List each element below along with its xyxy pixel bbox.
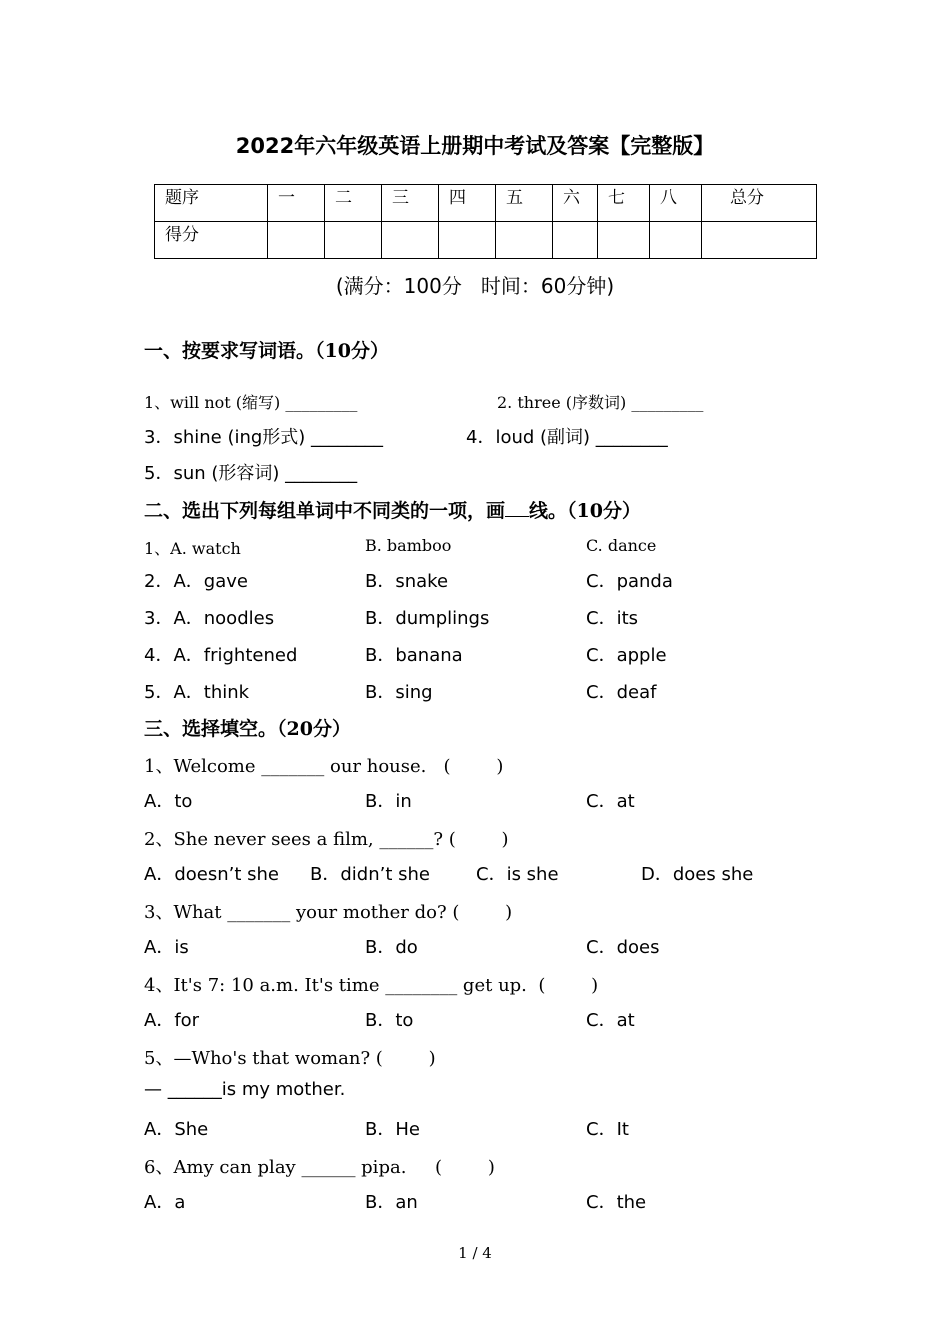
option: B．He xyxy=(365,1119,420,1140)
question-item: 1、Welcome _______ our house. ( ) xyxy=(144,756,504,777)
table-cell xyxy=(268,222,325,259)
table-cell xyxy=(702,222,817,259)
question-item: 3．shine (ing形式) ________ xyxy=(144,427,384,448)
option: 4．A．frightened xyxy=(144,645,298,666)
option: C．its xyxy=(586,608,639,629)
score-table xyxy=(154,184,817,259)
option: 2．A．gave xyxy=(144,571,248,592)
option: B．an xyxy=(365,1192,418,1213)
question-item: 5．sun (形容词) ________ xyxy=(144,463,358,484)
table-cell: 得分 xyxy=(155,222,268,259)
table-cell xyxy=(325,222,382,259)
question-item: 6、Amy can play ______ pipa. ( ) xyxy=(144,1157,495,1178)
table-cell: 三 xyxy=(382,185,439,222)
option: B．dumplings xyxy=(365,608,490,629)
page-number: 1 / 4 xyxy=(458,1244,492,1262)
option: C．does xyxy=(586,937,660,958)
table-cell: 八 xyxy=(650,185,702,222)
page-title: 2022年六年级英语上册期中考试及答案【完整版】 xyxy=(235,134,715,158)
table-cell: 二 xyxy=(325,185,382,222)
option: B．banana xyxy=(365,645,463,666)
table-cell xyxy=(496,222,553,259)
option: A．for xyxy=(144,1010,200,1031)
option: 1、A. watch xyxy=(144,539,241,558)
underline-blank xyxy=(505,500,529,517)
option: C．deaf xyxy=(586,682,657,703)
table-cell xyxy=(650,222,702,259)
score-table-header-row xyxy=(155,185,817,222)
option: C．at xyxy=(586,1010,635,1031)
option: C．the xyxy=(586,1192,647,1213)
table-cell xyxy=(439,222,496,259)
option: B. bamboo xyxy=(365,536,452,555)
question-item: 1、will not (缩写) _________ xyxy=(144,393,358,412)
option: A．is xyxy=(144,937,189,958)
section-3-heading: 三、选择填空。（20分） xyxy=(144,718,351,740)
table-cell: 总分 xyxy=(702,185,817,222)
question-reply: — ______is my mother. xyxy=(144,1079,346,1100)
option: C. dance xyxy=(586,536,657,555)
table-cell: 五 xyxy=(496,185,553,222)
option: B．in xyxy=(365,791,412,812)
score-table-score-row xyxy=(155,222,817,259)
option: A．doesn’t she xyxy=(144,864,279,885)
option: 3．A．noodles xyxy=(144,608,275,629)
table-cell xyxy=(598,222,650,259)
question-item: 2. three (序数词) _________ xyxy=(497,393,704,412)
question-item: 4、It's 7: 10 a.m. It's time ________ get up. ( ) xyxy=(144,975,599,996)
table-cell: 四 xyxy=(439,185,496,222)
option: D．does she xyxy=(641,864,754,885)
section-1-heading: 一、按要求写词语。（10分） xyxy=(144,340,389,362)
option: A．to xyxy=(144,791,193,812)
question-item: 3、What _______ your mother do? ( ) xyxy=(144,902,513,923)
question-item: 4．loud (副词) ________ xyxy=(466,427,668,448)
option: A．She xyxy=(144,1119,209,1140)
section-2-heading xyxy=(144,496,641,523)
table-cell: 六 xyxy=(553,185,598,222)
question-item: 2、She never sees a film, ______? ( ) xyxy=(144,829,509,850)
option: C．at xyxy=(586,791,635,812)
section-2-heading-start: 二、选出下列每组单词中不同类的一项，画 xyxy=(144,500,506,522)
option: C．panda xyxy=(586,571,673,592)
section-2-heading-end: 线。（10分） xyxy=(529,500,641,522)
option: C．apple xyxy=(586,645,667,666)
option: B．to xyxy=(365,1010,414,1031)
option: B．didn’t she xyxy=(310,864,430,885)
table-cell xyxy=(553,222,598,259)
option: C．It xyxy=(586,1119,629,1140)
option: B．do xyxy=(365,937,418,958)
table-cell: 七 xyxy=(598,185,650,222)
option: B．snake xyxy=(365,571,449,592)
table-cell xyxy=(382,222,439,259)
full-score-time: (满分：100分 时间：60分钟) xyxy=(335,274,615,298)
table-cell: 一 xyxy=(268,185,325,222)
question-item: 5、—Who's that woman? ( ) xyxy=(144,1048,436,1069)
table-cell: 题序 xyxy=(155,185,268,222)
option: 5．A．think xyxy=(144,682,250,703)
option: B．sing xyxy=(365,682,433,703)
option: A．a xyxy=(144,1192,186,1213)
option: C．is she xyxy=(476,864,559,885)
